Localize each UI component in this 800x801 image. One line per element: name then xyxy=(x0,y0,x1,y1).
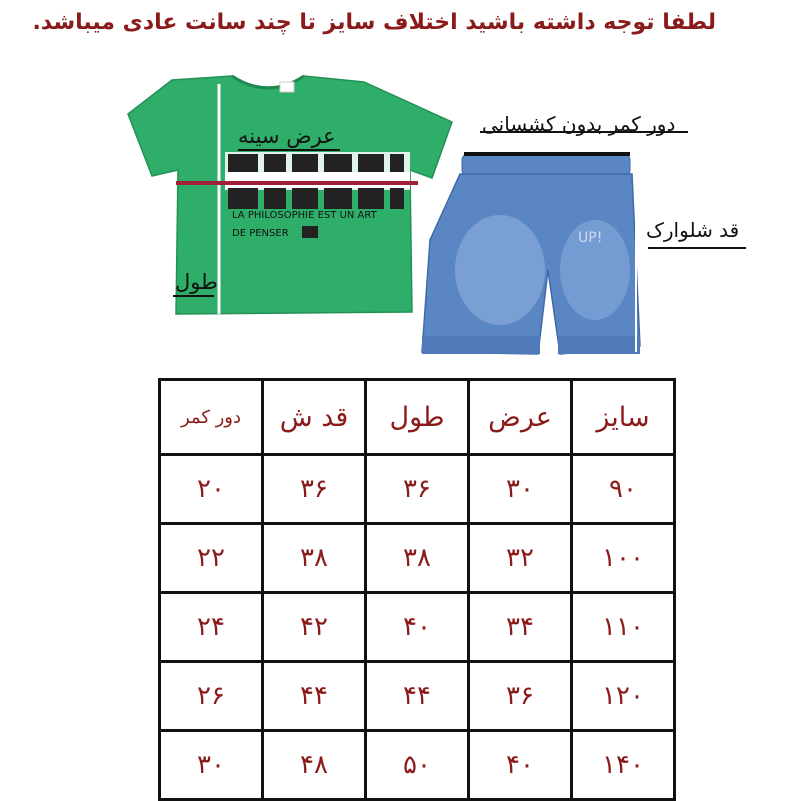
header-pants-length: قد ش xyxy=(263,380,366,455)
shorts-print: UP! xyxy=(578,230,603,246)
size-table xyxy=(158,378,676,801)
table-row xyxy=(160,662,675,731)
waist-label: دور کمر بدون کشسانی xyxy=(482,112,676,136)
table-cell: ۳۲ xyxy=(469,524,572,593)
table-row xyxy=(160,593,675,662)
table-cell: ۳۶ xyxy=(263,455,366,524)
table-cell: ۳۸ xyxy=(366,524,469,593)
table-cell: ۳۰ xyxy=(469,455,572,524)
table-cell: ۳۰ xyxy=(160,731,263,800)
chest-width-label: عرض سینه xyxy=(238,124,336,148)
table-cell: ۴۴ xyxy=(366,662,469,731)
table-cell: ۳۴ xyxy=(469,593,572,662)
table-cell: ۴۰ xyxy=(366,593,469,662)
table-cell: ۴۴ xyxy=(263,662,366,731)
table-cell: ۱۰۰ xyxy=(572,524,675,593)
table-cell: ۴۰ xyxy=(469,731,572,800)
shirt-print-line2: DE PENSER xyxy=(232,228,289,239)
table-row xyxy=(160,455,675,524)
table-row xyxy=(160,731,675,800)
table-cell: ۳۶ xyxy=(366,455,469,524)
table-cell: ۲۰ xyxy=(160,455,263,524)
shirt-print-line1: LA PHILOSOPHIE EST UN ART xyxy=(232,210,377,221)
table-cell: ۲۴ xyxy=(160,593,263,662)
table-cell: ۲۶ xyxy=(160,662,263,731)
table-cell: ۱۱۰ xyxy=(572,593,675,662)
table-cell: ۵۰ xyxy=(366,731,469,800)
table-cell: ۳۶ xyxy=(469,662,572,731)
table-header-row xyxy=(160,380,675,455)
shorts-image xyxy=(422,132,746,354)
header-length: طول xyxy=(366,380,469,455)
table-cell: ۳۸ xyxy=(263,524,366,593)
table-cell: ۲۲ xyxy=(160,524,263,593)
table-cell: ۴۸ xyxy=(263,731,366,800)
header-waist: دور کمر xyxy=(160,380,263,455)
shorts-length-label: قد شلوارک xyxy=(646,218,740,242)
length-label: طول xyxy=(175,270,218,294)
size-notice: لطفا توجه داشته باشید اختلاف سایز تا چند سانت عادی میباشد. xyxy=(32,10,716,35)
table-cell: ۱۲۰ xyxy=(572,662,675,731)
table-cell: ۹۰ xyxy=(572,455,675,524)
table-row xyxy=(160,524,675,593)
table-cell: ۴۲ xyxy=(263,593,366,662)
header-width: عرض xyxy=(469,380,572,455)
table-cell: ۱۴۰ xyxy=(572,731,675,800)
header-size: سایز xyxy=(572,380,675,455)
